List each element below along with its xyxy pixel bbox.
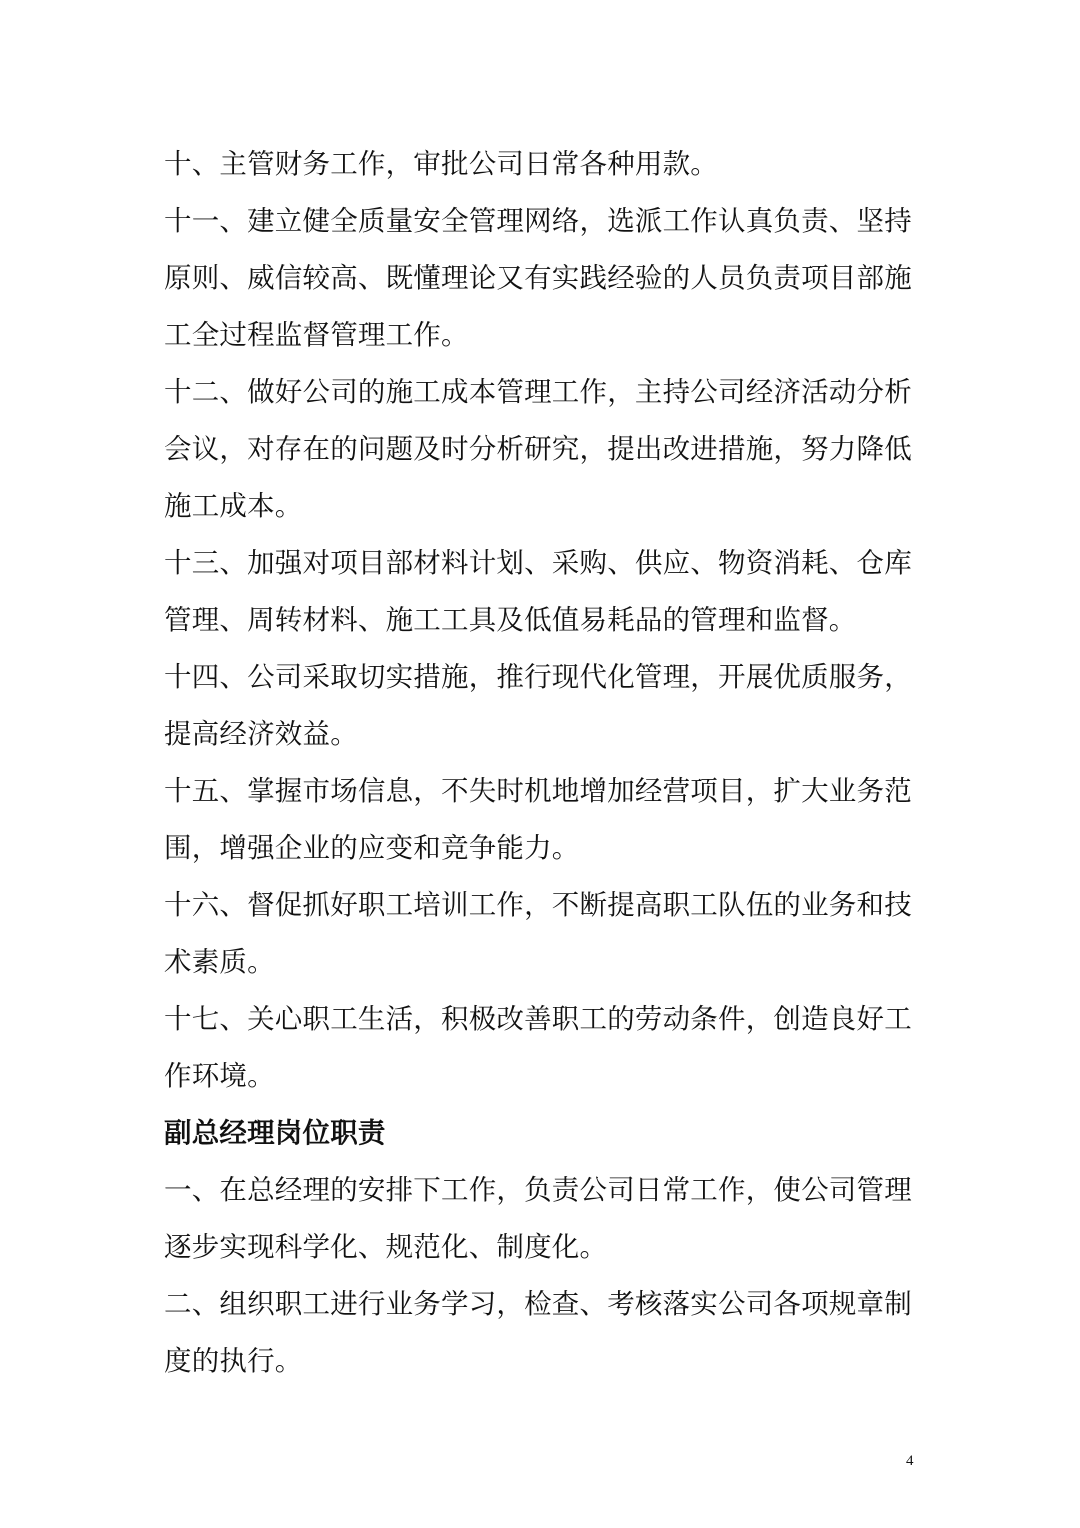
text-line: 管理、周转材料、施工工具及低值易耗品的管理和监督。 [164,604,857,636]
section-heading: 副总经理岗位职责 [164,1117,386,1149]
text-line: 原则、威信较高、既懂理论又有实践经验的人员负责项目部施 [164,262,912,294]
text-line: 十五、掌握市场信息，不失时机地增加经营项目，扩大业务范 [164,775,912,807]
text-line: 会议，对存在的问题及时分析研究，提出改进措施，努力降低 [164,433,912,465]
text-line: 提高经济效益。 [164,718,358,750]
text-line: 术素质。 [164,946,275,978]
text-line: 十二、做好公司的施工成本管理工作，主持公司经济活动分析 [164,376,912,408]
text-line: 作环境。 [164,1060,275,1092]
text-line: 十四、公司采取切实措施，推行现代化管理，开展优质服务， [164,661,912,693]
text-line: 工全过程监督管理工作。 [164,319,469,351]
page-number: 4 [906,1453,914,1469]
text-line: 施工成本。 [164,490,303,522]
text-line: 十三、加强对项目部材料计划、采购、供应、物资消耗、仓库 [164,547,912,579]
text-line: 十、主管财务工作，审批公司日常各种用款。 [164,148,718,180]
text-line: 一、在总经理的安排下工作，负责公司日常工作，使公司管理 [164,1174,912,1206]
text-line: 十六、督促抓好职工培训工作，不断提高职工队伍的业务和技 [164,889,912,921]
text-line: 度的执行。 [164,1345,303,1377]
text-line: 逐步实现科学化、规范化、制度化。 [164,1231,608,1263]
text-line: 十七、关心职工生活，积极改善职工的劳动条件，创造良好工 [164,1003,912,1035]
text-line: 围，增强企业的应变和竞争能力。 [164,832,580,864]
text-line: 二、组织职工进行业务学习，检查、考核落实公司各项规章制 [164,1288,912,1320]
document-body [164,136,912,1390]
text-line: 十一、建立健全质量安全管理网络，选派工作认真负责、坚持 [164,205,912,237]
